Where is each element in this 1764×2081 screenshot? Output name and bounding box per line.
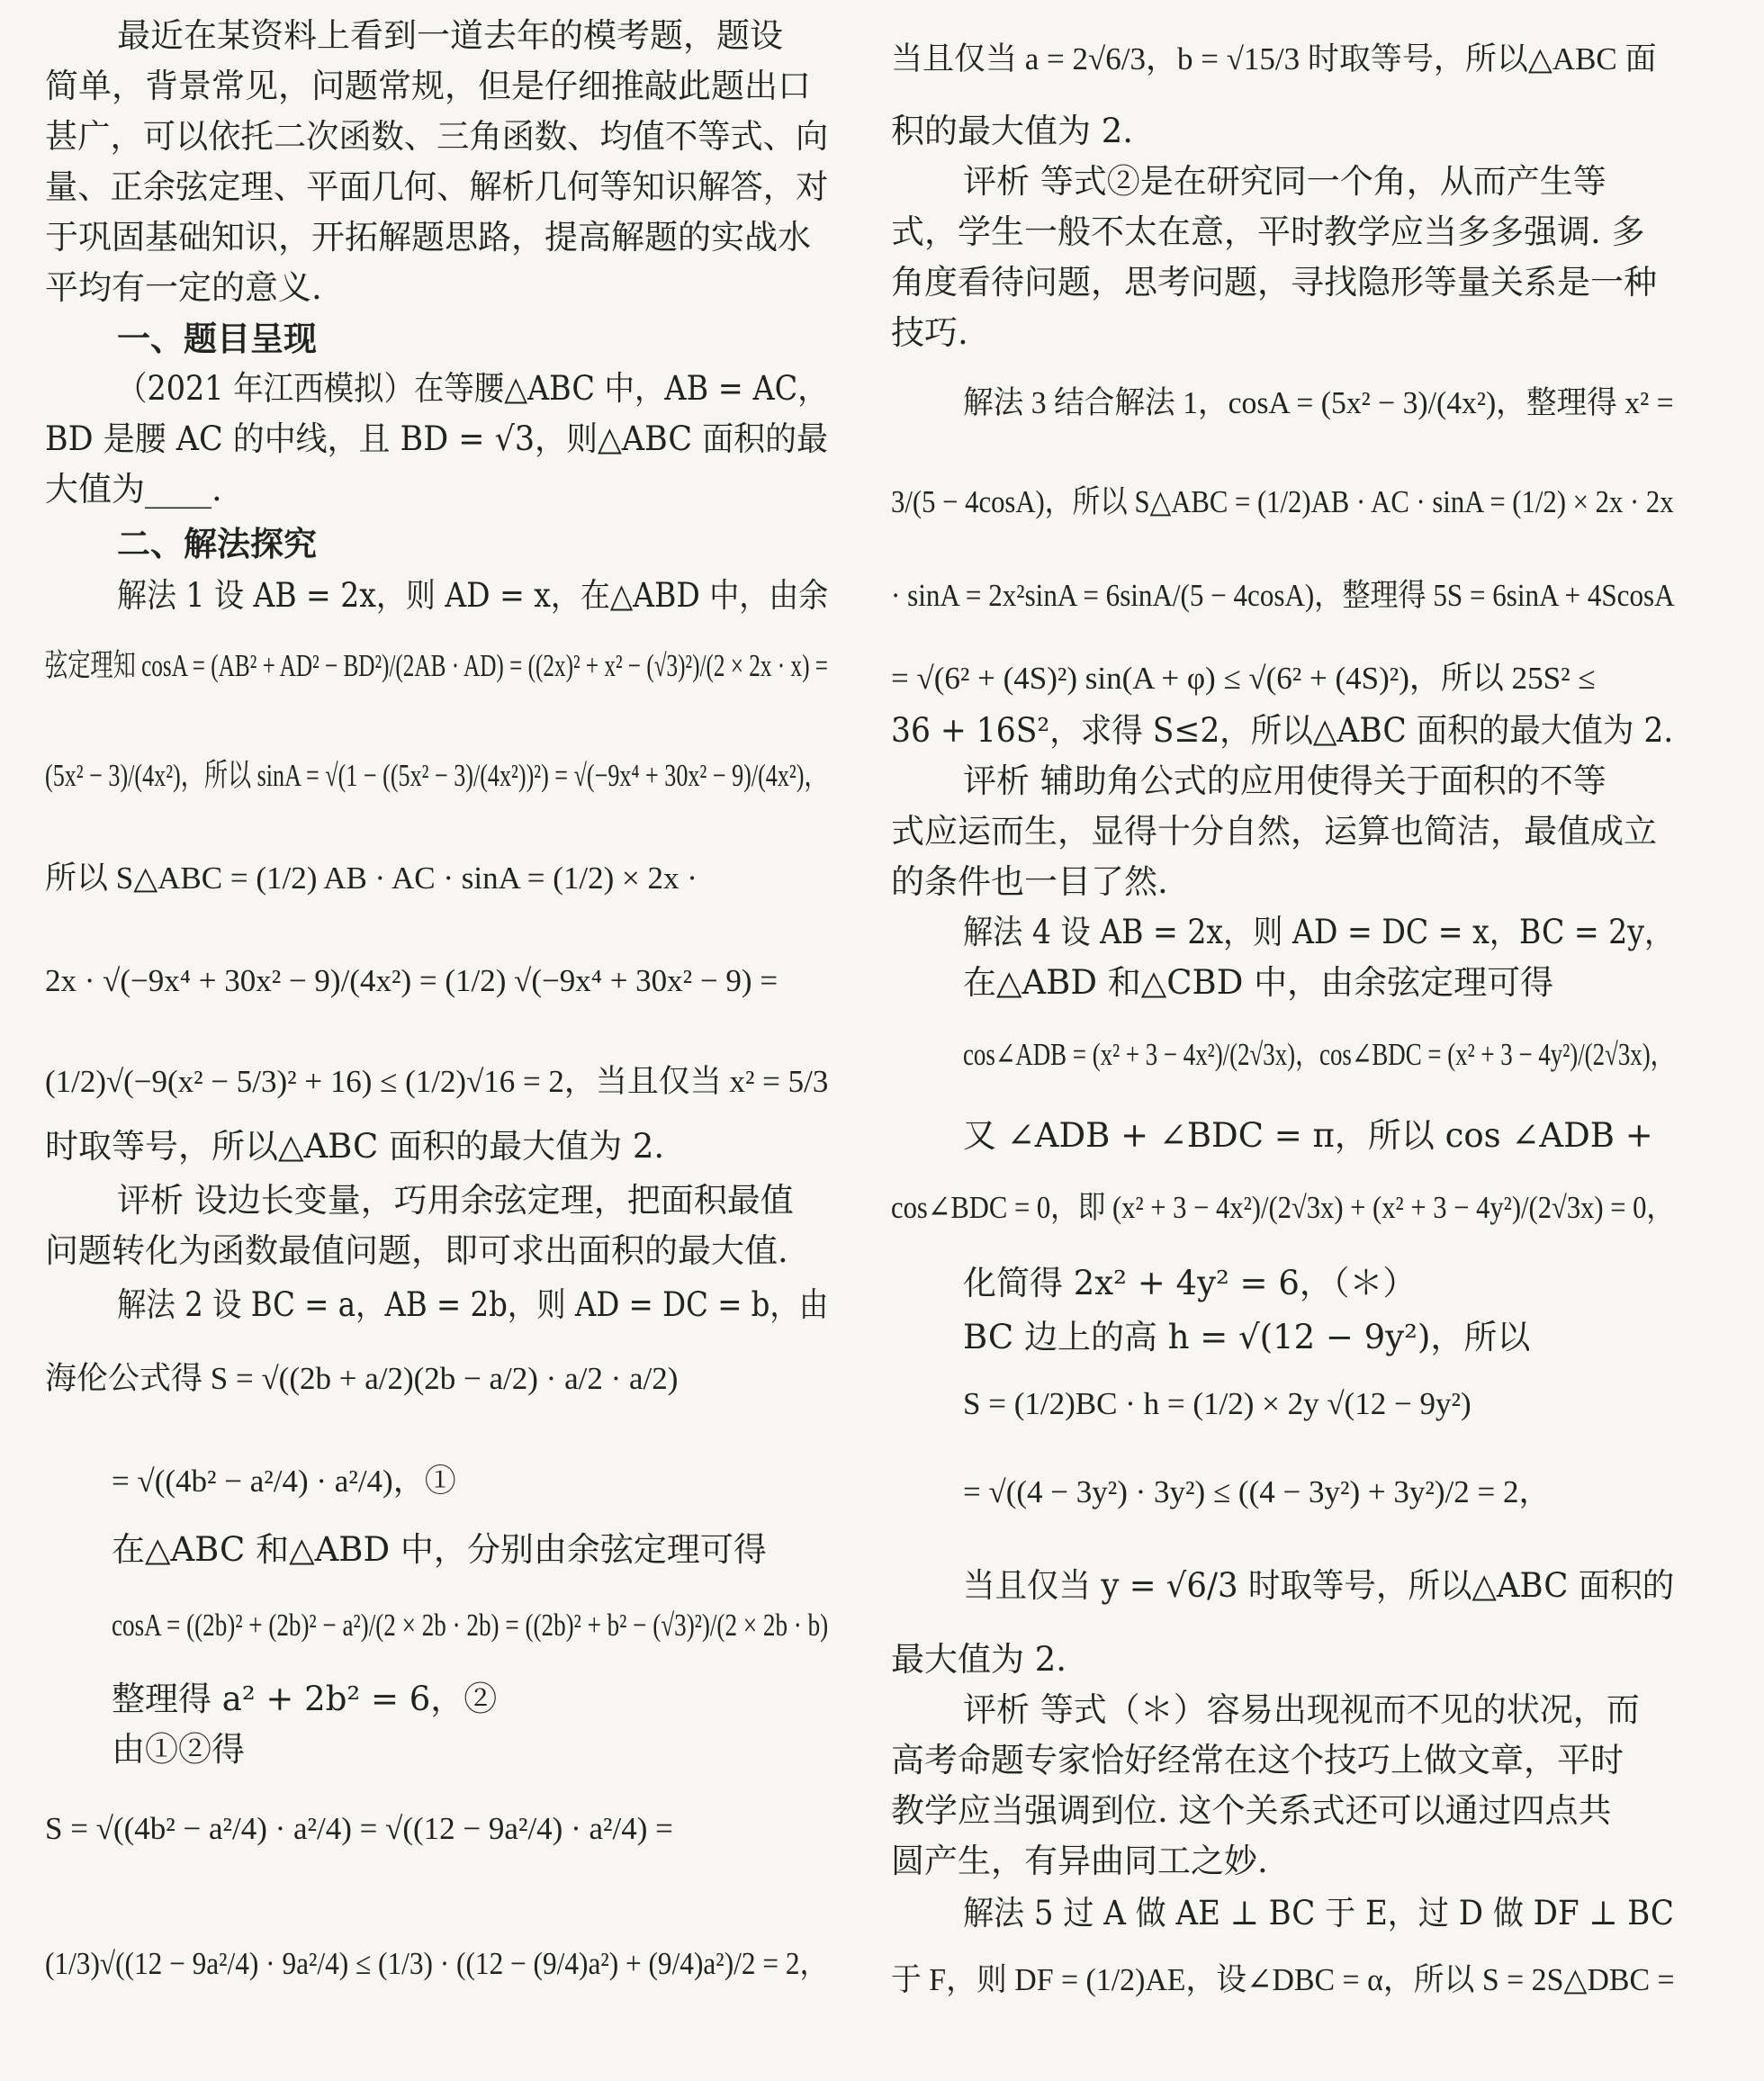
text-line: 由①②得 (112, 1730, 245, 1769)
text-line: 最大值为 2. (891, 1640, 1067, 1679)
formula-line: · sinA = 2x²sinA = 6sinA/(5 − 4cosA)，整理得 5S = 6sinA + 4ScosA (891, 578, 1675, 613)
formula-line: (1/3)√((12 − 9a²/4) · 9a²/4) ≤ (1/3) · ((12 − (9/4)a²) + (9/4)a²)/2 = 2， (45, 1946, 828, 1981)
text-line: 大值为____. (45, 470, 222, 509)
section-heading: 二、解法探究 (117, 524, 317, 563)
text-line: 教学应当强调到位. 这个关系式还可以通过四点共 (891, 1791, 1612, 1830)
text-line: 简单，背景常见，问题常规，但是仔细推敲此题出口 (45, 67, 811, 105)
formula-line: = √((4 − 3y²) · 3y²) ≤ ((4 − 3y²) + 3y²)/2 = 2， (963, 1474, 1551, 1509)
comment-line: 评析 等式（＊）容易出现视而不见的状况，而 (963, 1690, 1640, 1729)
formula-line: 弦定理知 cosA = (AB² + AD² − BD²)/(2AB · AD) = ((2x)² + x² − (√3)²)/(2 × 2x · x) = (45, 648, 828, 683)
text-line: 于巩固基础知识，开拓解题思路，提高解题的实战水 (45, 218, 811, 257)
text-line: 化简得 2x² + 4y² = 6，（＊） (963, 1264, 1417, 1302)
text-line: 式，学生一般不太在意，平时教学应当多多强调. 多 (891, 212, 1645, 251)
formula-line: cos∠ADB = (x² + 3 − 4x²)/(2√3x)，cos∠BDC = (x² + 3 − 4y²)/(2√3x)， (963, 1037, 1675, 1072)
text-line: 时取等号，所以△ABC 面积的最大值为 2. (45, 1127, 665, 1166)
formula-line: (1/2)√(−9(x² − 5/3)² + 16) ≤ (1/2)√16 = 2，当且仅当 x² = 5/3 (45, 1064, 829, 1099)
formula-line: 当且仅当 a = 2√6/3，b = √15/3 时取等号，所以△ABC 面 (891, 41, 1657, 77)
text-line: BC 边上的高 h = √(12 − 9y²)，所以 (963, 1318, 1531, 1356)
formula-line: (5x² − 3)/(4x²)，所以 sinA = √(1 − ((5x² − 3)/(4x²))²) = √(−9x⁴ + 30x² − 9)/(4x²)， (45, 758, 828, 793)
formula-line: cos∠BDC = 0，即 (x² + 3 − 4x²)/(2√3x) + (x² + 3 − 4y²)/(2√3x) = 0， (891, 1190, 1675, 1225)
formula-line: 3/(5 − 4cosA)，所以 S△ABC = (1/2)AB · AC · sinA = (1/2) × 2x · 2x (891, 484, 1674, 519)
text-line: 的条件也一目了然. (891, 862, 1168, 901)
method-heading: 解法 2 设 BC = a，AB = 2b，则 AD = DC = b，由 (117, 1285, 829, 1324)
formula-line: S = √((4b² − a²/4) · a²/4) = √((12 − 9a²/4) · a²/4) = (45, 1811, 673, 1846)
formula-line: = √(6² + (4S)²) sin(A + φ) ≤ √(6² + (4S)²)，所以 25S² ≤ (891, 661, 1596, 696)
section-heading: 一、题目呈现 (117, 319, 317, 358)
comment-line: 评析 设边长变量，巧用余弦定理，把面积最值 (117, 1181, 794, 1220)
formula-line: 于 F，则 DF = (1/2)AE，设∠DBC = α，所以 S = 2S△DBC = (891, 1962, 1675, 1997)
text-line: 积的最大值为 2. (891, 112, 1134, 150)
formula-line: cosA = ((2b)² + (2b)² − a²)/(2 × 2b · 2b) = ((2b)² + b² − (√3)²)/(2 × 2b · b) (112, 1608, 829, 1643)
method-heading: 解法 5 过 A 做 AE ⊥ BC 于 E，过 D 做 DF ⊥ BC (963, 1894, 1674, 1932)
text-line: 量、正余弦定理、平面几何、解析几何等知识解答，对 (45, 167, 829, 206)
text-line: 最近在某资料上看到一道去年的模考题，题设 (117, 16, 783, 55)
formula-line: 解法 3 结合解法 1，cosA = (5x² − 3)/(4x²)，整理得 x² = (963, 385, 1674, 420)
text-line: 高考命题专家恰好经常在这个技巧上做文章，平时 (891, 1741, 1624, 1779)
formula-line: 2x · √(−9x⁴ + 30x² − 9)/(4x²) = (1/2) √(−9x⁴ + 30x² − 9) = (45, 963, 778, 998)
text-line: 在△ABD 和△CBD 中，由余弦定理可得 (963, 963, 1554, 1002)
text-line: 当且仅当 y = √6/3 时取等号，所以△ABC 面积的 (963, 1566, 1675, 1605)
text-line: 角度看待问题，思考问题，寻找隐形等量关系是一种 (891, 263, 1657, 302)
method-heading: 解法 1 设 AB = 2x，则 AD = x，在△ABD 中，由余 (117, 576, 829, 615)
text-line: BD 是腰 AC 的中线，且 BD = √3，则△ABC 面积的最 (45, 419, 828, 458)
formula-line: = √((4b² − a²/4) · a²/4)，① (112, 1464, 456, 1499)
text-line: 36 + 16S²，求得 S≤2，所以△ABC 面积的最大值为 2. (891, 711, 1674, 750)
comment-line: 评析 等式②是在研究同一个角，从而产生等 (963, 162, 1606, 201)
formula-line: 海伦公式得 S = √((2b + a/2)(2b − a/2) · a/2 · a/2) (45, 1361, 679, 1396)
method-heading: 解法 4 设 AB = 2x，则 AD = DC = x，BC = 2y， (963, 913, 1675, 951)
text-line: 在△ABC 和△ABD 中，分别由余弦定理可得 (112, 1530, 767, 1569)
text-line: 式应运而生，显得十分自然，运算也简洁，最值成立 (891, 812, 1657, 851)
text-line: 又 ∠ADB + ∠BDC = π，所以 cos ∠ADB + (963, 1116, 1653, 1155)
formula-line: 所以 S△ABC = (1/2) AB · AC · sinA = (1/2) × 2x · (45, 860, 698, 896)
text-line: 甚广，可以依托二次函数、三角函数、均值不等式、向 (45, 117, 829, 156)
text-line: 圆产生，有异曲同工之妙. (891, 1842, 1268, 1880)
text-line: 问题转化为函数最值问题，即可求出面积的最大值. (45, 1231, 788, 1270)
formula-line: S = (1/2)BC · h = (1/2) × 2y √(12 − 9y²) (963, 1386, 1472, 1421)
text-line: 平均有一定的意义. (45, 268, 322, 307)
text-line: 整理得 a² + 2b² = 6，② (112, 1680, 498, 1718)
text-line: （2021 年江西模拟）在等腰△ABC 中，AB = AC， (117, 369, 828, 408)
comment-line: 评析 辅助角公式的应用使得关于面积的不等 (963, 761, 1606, 800)
text-line: 技巧. (891, 313, 968, 352)
